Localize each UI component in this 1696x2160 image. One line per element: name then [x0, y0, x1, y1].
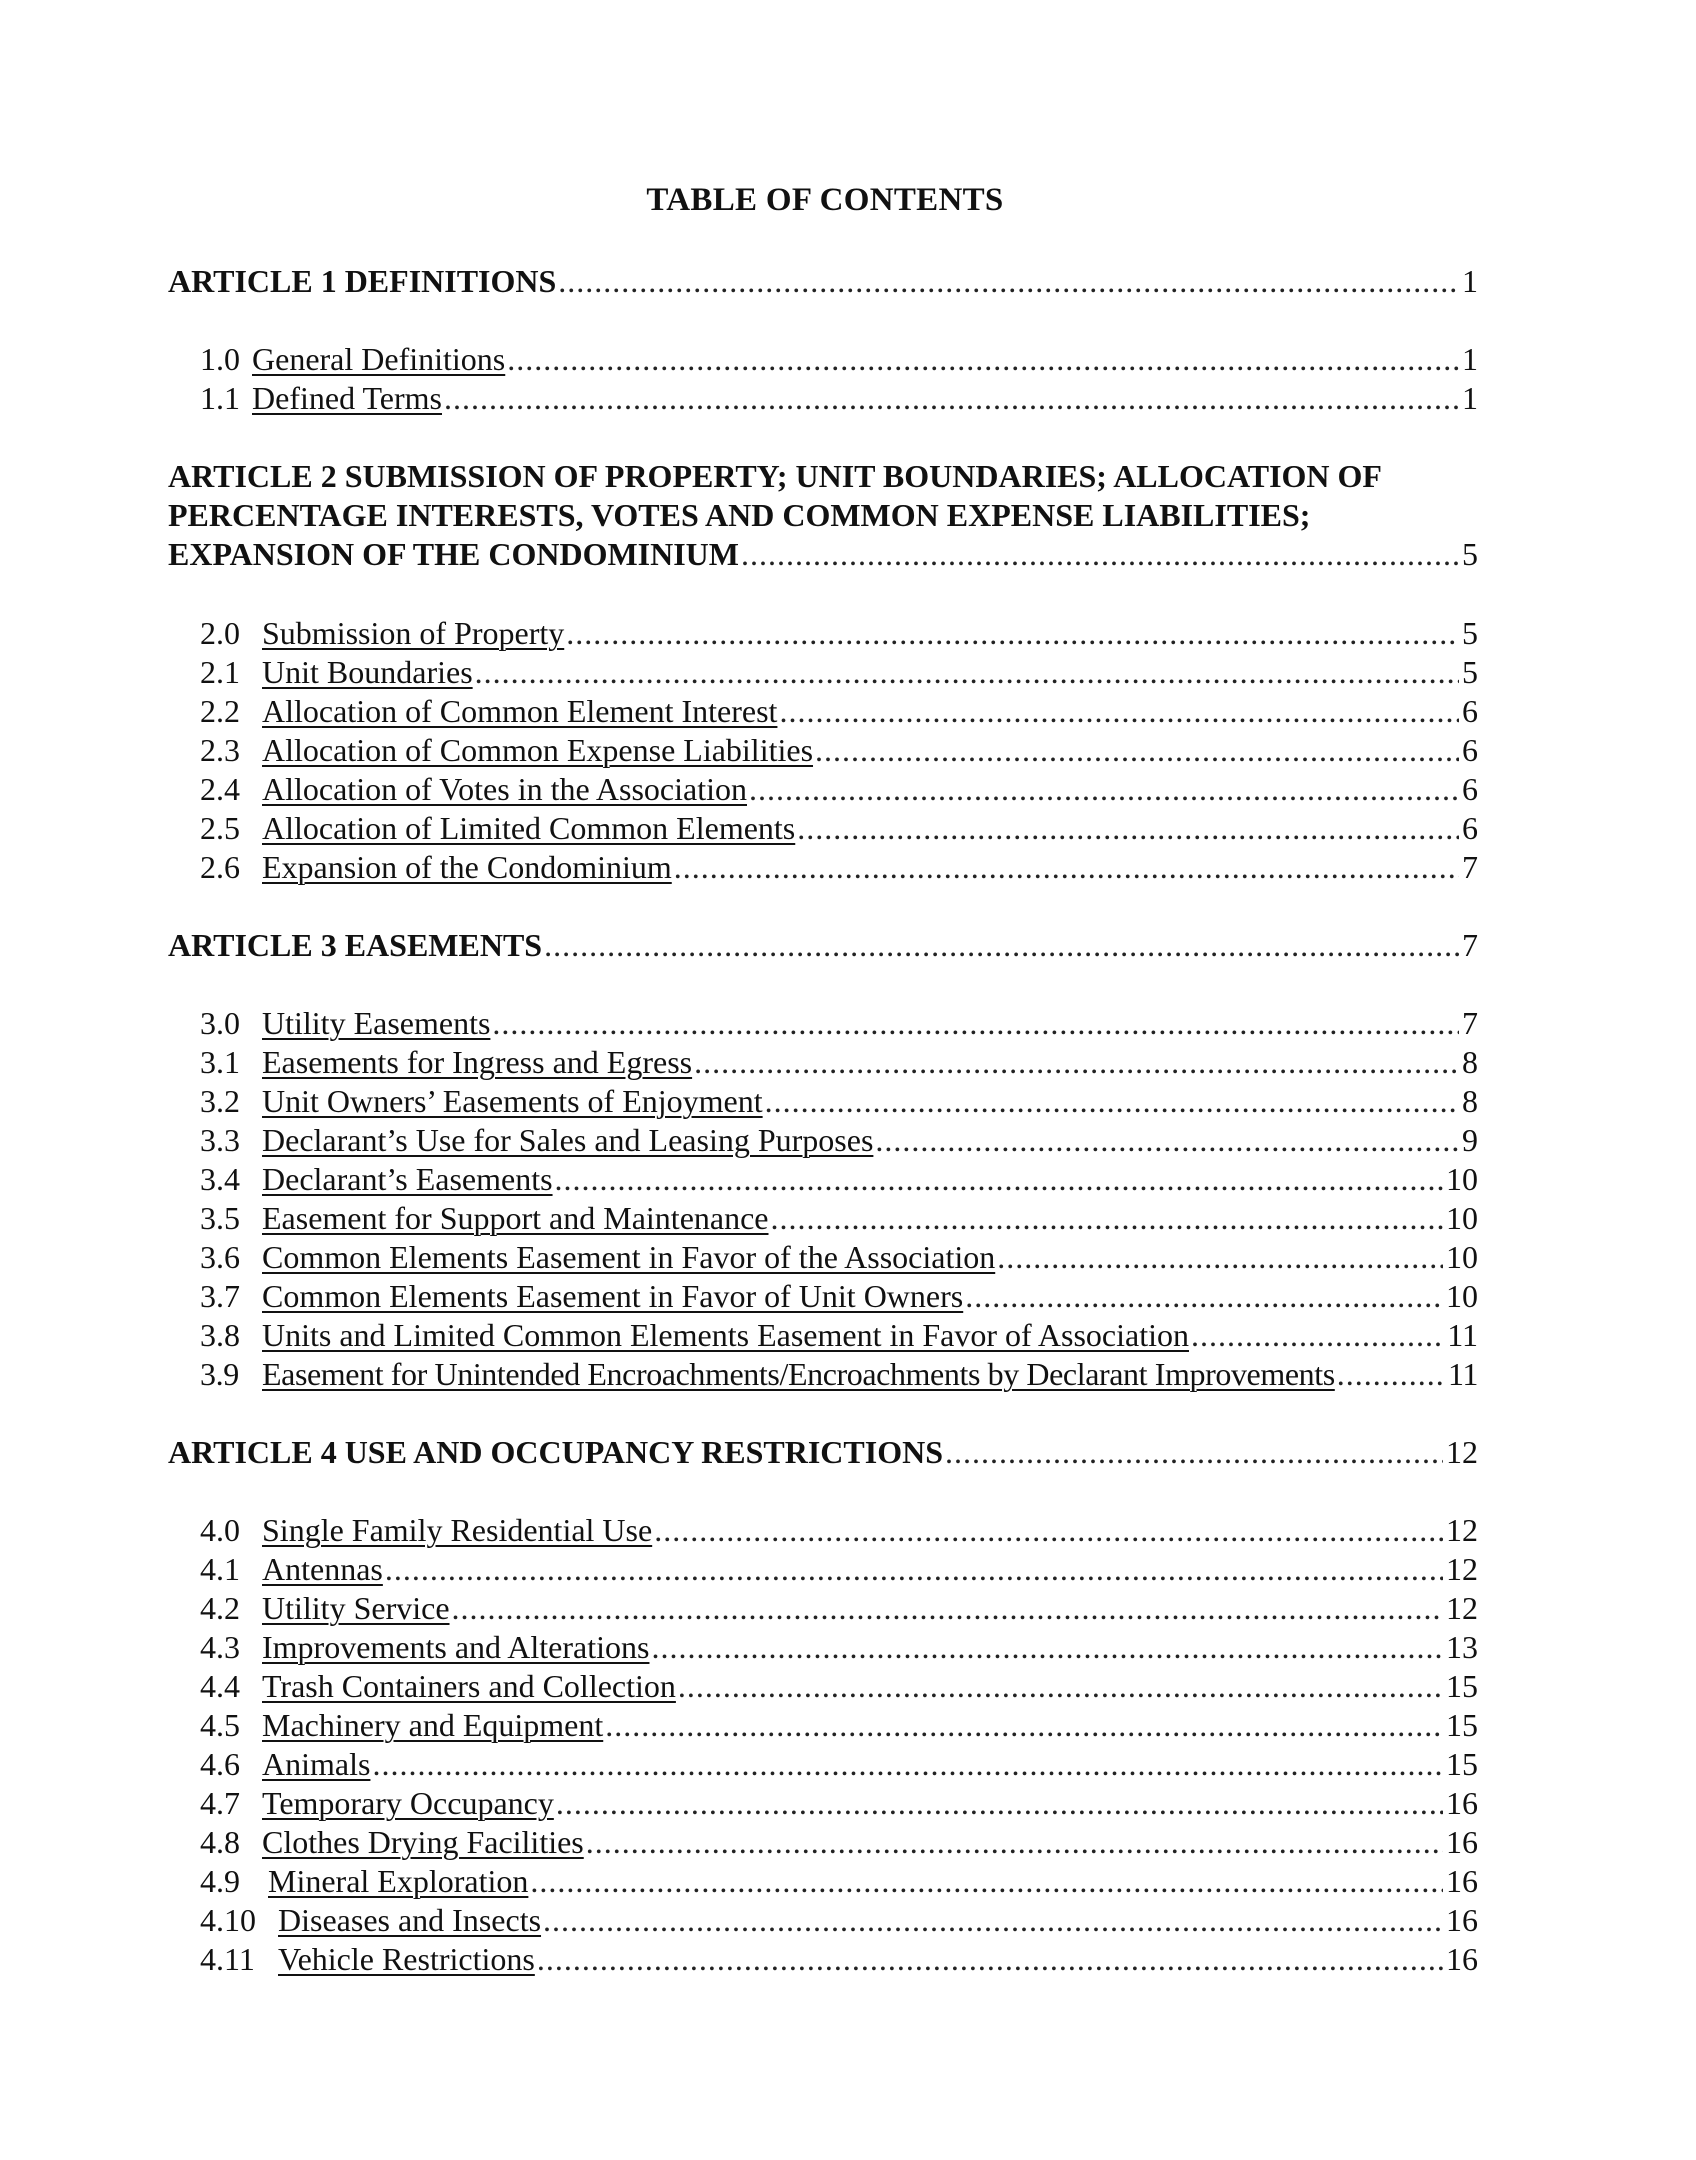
section-link[interactable]: Unit Boundaries — [262, 654, 473, 690]
page-number: 7 — [1462, 849, 1478, 885]
page-number: 16 — [1446, 1785, 1478, 1821]
toc-section-4-0[interactable] — [200, 1511, 1478, 1549]
toc-article-4[interactable] — [168, 1433, 1478, 1471]
section-number: 4.8 — [200, 1824, 240, 1860]
section-number: 4.9 — [200, 1863, 240, 1899]
section-number: 4.2 — [200, 1590, 240, 1626]
toc-section-4-3[interactable] — [200, 1628, 1478, 1666]
toc-section-4-4[interactable] — [200, 1667, 1478, 1705]
dot-leader — [507, 340, 1459, 378]
toc-article-1[interactable] — [168, 262, 1478, 300]
section-link[interactable]: General Definitions — [252, 341, 506, 377]
dot-leader — [558, 262, 1459, 300]
dot-leader — [372, 1745, 1443, 1783]
section-number: 3.2 — [200, 1083, 240, 1119]
dot-leader — [797, 809, 1459, 847]
dot-leader — [492, 1004, 1459, 1042]
page-number: 15 — [1446, 1746, 1478, 1782]
section-link[interactable]: Mineral Exploration — [268, 1863, 529, 1899]
section-link[interactable]: Allocation of Common Expense Liabilities — [262, 732, 814, 768]
toc-section-2-6[interactable] — [200, 848, 1478, 886]
toc-section-1-0[interactable] — [200, 340, 1478, 378]
page-number: 12 — [1446, 1434, 1478, 1470]
page-number: 11 — [1447, 1356, 1478, 1392]
page-title: TABLE OF CONTENTS — [646, 182, 1004, 218]
section-number: 4.6 — [200, 1746, 240, 1782]
page-number: 11 — [1447, 1317, 1478, 1353]
dot-leader — [555, 1160, 1443, 1198]
page-number: 7 — [1462, 1005, 1478, 1041]
page-number: 1 — [1462, 380, 1478, 416]
section-link[interactable]: Allocation of Votes in the Association — [262, 771, 747, 807]
page-number: 1 — [1462, 341, 1478, 377]
section-link[interactable]: Units and Limited Common Elements Easement in Favor of Association — [262, 1317, 1189, 1353]
page-number: 12 — [1446, 1551, 1478, 1587]
section-link[interactable]: Trash Containers and Collection — [262, 1668, 676, 1704]
section-link[interactable]: Common Elements Easement in Favor of Unit Owners — [262, 1278, 964, 1314]
section-number: 4.10 — [200, 1902, 256, 1938]
article-heading: ARTICLE 3 EASEMENTS — [168, 927, 543, 963]
dot-leader — [530, 1862, 1443, 1900]
dot-leader — [537, 1940, 1443, 1978]
dot-leader — [586, 1823, 1443, 1861]
page-number: 16 — [1446, 1902, 1478, 1938]
page-number: 16 — [1446, 1824, 1478, 1860]
section-link[interactable]: Submission of Property — [262, 615, 565, 651]
section-number: 3.8 — [200, 1317, 240, 1353]
page-number: 9 — [1462, 1122, 1478, 1158]
toc-section-2-2[interactable] — [200, 692, 1478, 730]
section-number: 4.3 — [200, 1629, 240, 1665]
section-number: 3.0 — [200, 1005, 240, 1041]
section-link[interactable]: Defined Terms — [252, 380, 442, 416]
toc-section-3-3[interactable] — [200, 1121, 1478, 1159]
toc-section-2-4[interactable] — [200, 770, 1478, 808]
section-number: 2.0 — [200, 615, 240, 651]
toc-section-4-11[interactable] — [200, 1940, 1478, 1978]
article-heading-line: EXPANSION OF THE CONDOMINIUM — [168, 536, 739, 572]
toc-section-4-9[interactable] — [200, 1862, 1478, 1900]
dot-leader — [771, 1199, 1444, 1237]
section-number: 1.1 — [200, 380, 240, 416]
toc-section-3-2[interactable] — [200, 1082, 1478, 1120]
section-number: 3.6 — [200, 1239, 240, 1275]
dot-leader — [997, 1238, 1443, 1276]
page-number: 10 — [1446, 1239, 1478, 1275]
section-link[interactable]: Easements for Ingress and Egress — [262, 1044, 693, 1080]
toc-section-2-1[interactable] — [200, 653, 1478, 691]
dot-leader — [452, 1589, 1443, 1627]
section-number: 4.0 — [200, 1512, 240, 1548]
toc-section-4-1[interactable] — [200, 1550, 1478, 1588]
section-link[interactable]: Clothes Drying Facilities — [262, 1824, 584, 1860]
toc-section-3-6[interactable] — [200, 1238, 1478, 1276]
dot-leader — [674, 848, 1459, 886]
dot-leader — [605, 1706, 1443, 1744]
dot-leader — [556, 1784, 1443, 1822]
dot-leader — [749, 770, 1459, 808]
section-link[interactable]: Allocation of Common Element Interest — [262, 693, 778, 729]
section-number: 1.0 — [200, 341, 240, 377]
dot-leader — [385, 1550, 1443, 1588]
dot-leader — [1191, 1316, 1444, 1354]
section-number: 2.2 — [200, 693, 240, 729]
section-link[interactable]: Easement for Support and Maintenance — [262, 1200, 769, 1236]
section-number: 4.1 — [200, 1551, 240, 1587]
page-number: 12 — [1446, 1512, 1478, 1548]
page-number: 15 — [1446, 1707, 1478, 1743]
page-number: 10 — [1446, 1200, 1478, 1236]
dot-leader — [654, 1511, 1443, 1549]
toc-section-4-6[interactable] — [200, 1745, 1478, 1783]
section-number: 2.1 — [200, 654, 240, 690]
section-link[interactable]: Utility Service — [262, 1590, 450, 1626]
page-number: 10 — [1446, 1278, 1478, 1314]
toc-section-3-5[interactable] — [200, 1199, 1478, 1237]
page-number: 12 — [1446, 1590, 1478, 1626]
toc-article-3[interactable] — [168, 926, 1478, 964]
page-number: 6 — [1462, 732, 1478, 768]
section-link[interactable]: Declarant’s Use for Sales and Leasing Purposes — [262, 1122, 874, 1158]
page-number: 6 — [1462, 771, 1478, 807]
page-number: 10 — [1446, 1161, 1478, 1197]
section-number: 2.3 — [200, 732, 240, 768]
toc-section-4-7[interactable] — [200, 1784, 1478, 1822]
section-link[interactable]: Allocation of Limited Common Elements — [262, 810, 796, 846]
dot-leader — [543, 1901, 1443, 1939]
section-link[interactable]: Common Elements Easement in Favor of the Association — [262, 1239, 996, 1275]
toc-section-1-1[interactable] — [200, 379, 1478, 417]
toc-section-4-5[interactable] — [200, 1706, 1478, 1744]
dot-leader — [741, 535, 1459, 574]
dot-leader — [444, 379, 1459, 417]
page-number: 6 — [1462, 810, 1478, 846]
section-number: 3.7 — [200, 1278, 240, 1314]
page-number: 8 — [1462, 1044, 1478, 1080]
page-number: 5 — [1462, 615, 1478, 651]
page-number: 8 — [1462, 1083, 1478, 1119]
section-link[interactable]: Expansion of the Condominium — [262, 849, 672, 885]
page-number: 1 — [1462, 263, 1478, 299]
section-number: 3.4 — [200, 1161, 240, 1197]
section-number: 4.7 — [200, 1785, 240, 1821]
dot-leader — [1337, 1355, 1445, 1393]
dot-leader — [945, 1433, 1443, 1471]
section-number: 4.5 — [200, 1707, 240, 1743]
page-number: 7 — [1462, 927, 1478, 963]
toc-section-2-5[interactable] — [200, 809, 1478, 847]
article-heading-line: PERCENTAGE INTERESTS, VOTES AND COMMON EXPENSE LIABILITIES; — [168, 497, 1311, 533]
section-number: 3.5 — [200, 1200, 240, 1236]
dot-leader — [765, 1082, 1459, 1120]
toc-section-2-3[interactable] — [200, 731, 1478, 769]
page-number: 16 — [1446, 1863, 1478, 1899]
section-number: 4.4 — [200, 1668, 240, 1704]
section-link[interactable]: Temporary Occupancy — [262, 1785, 554, 1821]
toc-section-3-8[interactable] — [200, 1316, 1478, 1354]
section-link[interactable]: Animals — [262, 1746, 371, 1782]
article-heading: ARTICLE 4 USE AND OCCUPANCY RESTRICTIONS — [168, 1434, 943, 1470]
section-link[interactable]: Unit Owners’ Easements of Enjoyment — [262, 1083, 763, 1119]
section-number: 2.4 — [200, 771, 240, 807]
toc-section-3-4[interactable] — [200, 1160, 1478, 1198]
section-link[interactable]: Easement for Unintended Encroachments/Encroachments by Declarant Improvements — [262, 1356, 1335, 1392]
dot-leader — [544, 926, 1459, 964]
toc-section-3-9[interactable] — [200, 1355, 1478, 1393]
section-link[interactable]: Declarant’s Easements — [262, 1161, 553, 1197]
dot-leader — [965, 1277, 1443, 1315]
page-number: 6 — [1462, 693, 1478, 729]
section-number: 3.3 — [200, 1122, 240, 1158]
dot-leader — [678, 1667, 1443, 1705]
dot-leader — [815, 731, 1459, 769]
toc-section-4-8[interactable] — [200, 1823, 1478, 1861]
toc-section-4-2[interactable] — [200, 1589, 1478, 1627]
page-number: 5 — [1462, 654, 1478, 690]
section-link[interactable]: Antennas — [262, 1551, 383, 1587]
section-link[interactable]: Improvements and Alterations — [262, 1629, 650, 1665]
section-number: 3.9 — [200, 1356, 239, 1392]
section-link[interactable]: Utility Easements — [262, 1005, 491, 1041]
dot-leader — [694, 1043, 1459, 1081]
article-heading-last-line — [168, 535, 1478, 574]
page-number: 15 — [1446, 1668, 1478, 1704]
section-number: 3.1 — [200, 1044, 240, 1080]
toc-section-3-1[interactable] — [200, 1043, 1478, 1081]
section-link[interactable]: Machinery and Equipment — [262, 1707, 604, 1743]
section-link[interactable]: Diseases and Insects — [278, 1902, 542, 1938]
article-heading: ARTICLE 1 DEFINITIONS — [168, 263, 557, 299]
dot-leader — [779, 692, 1459, 730]
article-heading-line: ARTICLE 2 SUBMISSION OF PROPERTY; UNIT BOUNDARIES; ALLOCATION OF — [168, 458, 1382, 494]
page-number: 5 — [1462, 536, 1478, 572]
section-number: 4.11 — [200, 1941, 255, 1977]
toc-section-2-0[interactable] — [200, 614, 1478, 652]
dot-leader — [566, 614, 1459, 652]
toc-section-3-0[interactable] — [200, 1004, 1478, 1042]
toc-section-4-10[interactable] — [200, 1901, 1478, 1939]
section-number: 2.5 — [200, 810, 240, 846]
section-link[interactable]: Vehicle Restrictions — [278, 1941, 535, 1977]
toc-section-3-7[interactable] — [200, 1277, 1478, 1315]
section-number: 2.6 — [200, 849, 240, 885]
section-link[interactable]: Single Family Residential Use — [262, 1512, 653, 1548]
dot-leader — [651, 1628, 1443, 1666]
page-number: 13 — [1446, 1629, 1478, 1665]
dot-leader — [475, 653, 1459, 691]
dot-leader — [875, 1121, 1459, 1159]
page-number: 16 — [1446, 1941, 1478, 1977]
toc-article-2[interactable] — [168, 457, 1478, 574]
